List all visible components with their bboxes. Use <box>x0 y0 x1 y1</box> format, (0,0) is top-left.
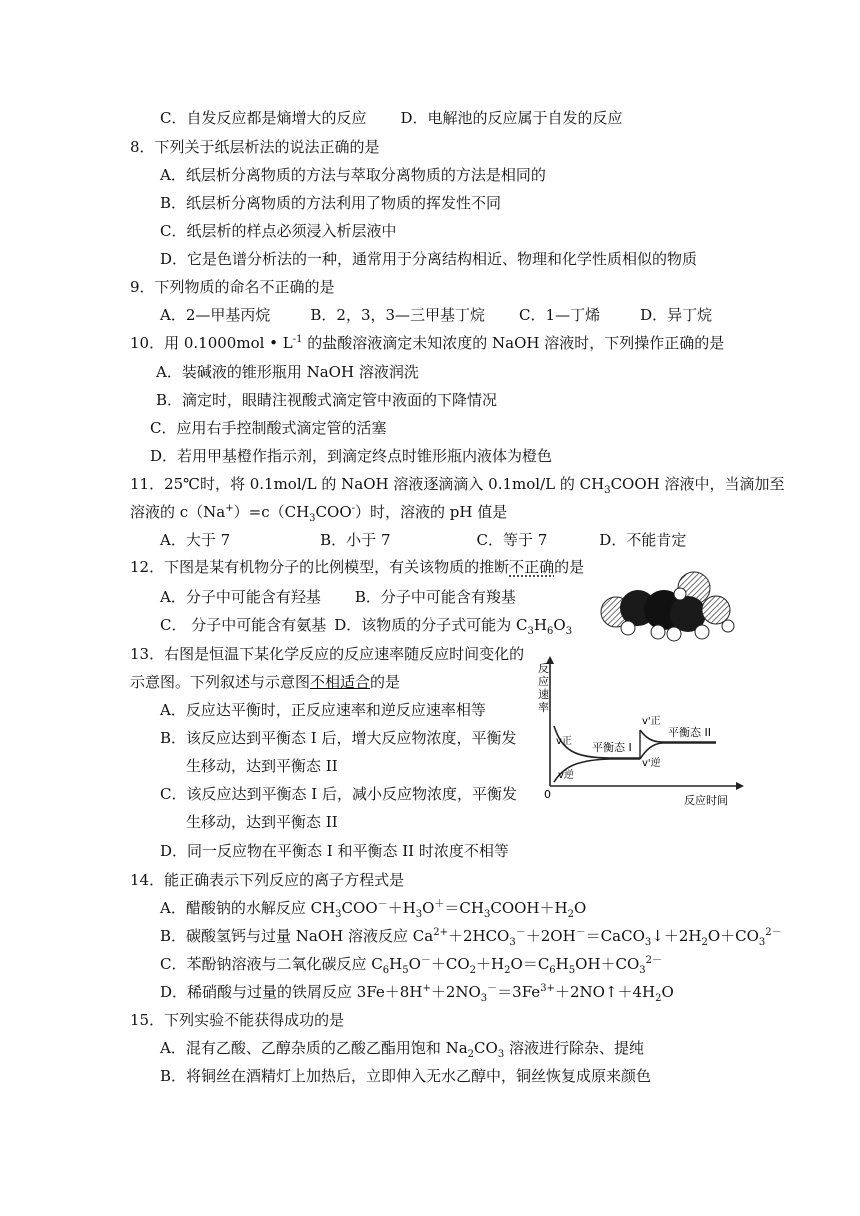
q13-option-c-cont: 生移动，达到平衡态 II <box>186 813 338 831</box>
y-axis-label-3: 速 <box>538 688 549 701</box>
v-forward-label: v正 <box>556 736 572 747</box>
y-axis-label-4: 率 <box>538 701 549 714</box>
q10-option-d: D．若用甲基橙作指示剂，到滴定终点时锥形瓶内液体为橙色 <box>150 447 553 465</box>
q14-option-d: D．稀硝酸与过量的铁屑反应 $3Fe+8H^++2NO_3^-=3Fe^{3+}+2NO↑+4H_2O$ <box>160 983 674 1004</box>
x-axis-arrow <box>736 782 744 790</box>
q10-option-b: B．滴定时，眼睛注视酸式滴定管中液面的下降情况 <box>156 391 498 409</box>
y-axis-label-2: 应 <box>538 675 549 688</box>
q13-stem: 13．右图是恒温下某化学反应的反应速率随反应时间变化的 <box>130 645 525 663</box>
q13-option-b-cont: 生移动，达到平衡态 II <box>186 757 338 775</box>
q12-stem: 12．下图是某有机物分子的比例模型，有关该物质的推断不正确的是 <box>130 558 585 576</box>
q12-options-ab: A．分子中可能含有羟基 B．分子中可能含有羧基 <box>160 588 516 606</box>
q12-options-cd: C． 分子中可能含有氨基 D．该物质的分子式可能为 $C_3H_6O_3$ <box>160 616 573 637</box>
q9-options: A．2—甲基丙烷 B．2，3，3—三甲基丁烷 C．1—丁烯 D．异丁烷 <box>160 306 713 324</box>
q14-option-a: A．醋酸钠的水解反应 $CH_3COO^-+H_3O^+=CH_3COOH+H_2O$ <box>160 899 587 920</box>
q13-option-b: B．该反应达到平衡态 I 后，增大反应物浓度，平衡发 <box>160 729 517 747</box>
q15-option-b: B．将铜丝在酒精灯上加热后，立即伸入无水乙醇中，铜丝恢复成原来颜色 <box>160 1067 652 1085</box>
q8-option-c: C．纸层析的样点必须浸入析层液中 <box>160 222 397 240</box>
v-forward-2-label: v'正 <box>642 716 661 727</box>
atom-o-right <box>702 596 730 624</box>
q15-option-a: A．混有乙酸、乙醇杂质的乙酸乙酯用饱和 $Na_2CO_3$ 溶液进行除杂、提纯 <box>160 1039 644 1060</box>
q14-option-c: C．苯酚钠溶液与二氧化碳反应 $C_6H_5O^-+CO_2+H_2O=C_6H_5OH+CO_3^{2-}$ <box>160 955 663 976</box>
atom-h1 <box>621 621 635 635</box>
q13-option-c: C．该反应达到平衡态 I 后，减小反应物浓度，平衡发 <box>160 785 517 803</box>
q9-stem: 9．下列物质的命名不正确的是 <box>130 278 335 296</box>
q13-option-a: A．反应达平衡时，正反应速率和逆反应速率相等 <box>160 701 486 719</box>
q8-option-d: D．它是色谱分析法的一种，通常用于分离结构相近、物理和化学性质相似的物质 <box>160 250 698 268</box>
v-reverse-2-label: v'逆 <box>642 758 661 769</box>
x-axis-label: 反应时间 <box>684 794 728 806</box>
q10-stem: 10．用 0.1000mol • $L^{-1}$ 的盐酸溶液滴定未知浓度的 NaOH 溶液时，下列操作正确的是 <box>130 334 725 352</box>
q14-stem: 14．能正确表示下列反应的离子方程式是 <box>130 871 405 889</box>
atom-h6 <box>674 588 686 600</box>
y-axis-label-1: 反 <box>538 662 549 675</box>
atom-h2 <box>651 625 665 639</box>
q14-option-b: B．碳酸氢钙与过量 NaOH 溶液反应 $Ca^{2+}+2HCO_3^-+2OH^-=CaCO_3↓+2H_2O+CO_3^{2-}$ <box>160 927 782 948</box>
q10-option-c: C．应用右手控制酸式滴定管的活塞 <box>150 419 387 437</box>
q11-stem-cont: 溶液的 $c(Na^+)=c(CH_3COO^-)$时，溶液的 pH 值是 <box>130 503 508 524</box>
q8-stem: 8．下列关于纸层析法的说法正确的是 <box>130 138 380 156</box>
origin-label: 0 <box>544 788 551 801</box>
q10-option-a: A．装碱液的锥形瓶用 NaOH 溶液润洗 <box>156 363 419 381</box>
q11-options: A．大于 7 B．小于 7 C．等于 7 D．不能肯定 <box>160 531 687 549</box>
v-reverse-label: v逆 <box>558 770 574 781</box>
atom-h4 <box>695 625 709 639</box>
state-1-label: 平衡态 I <box>592 741 632 754</box>
q8-option-a: A．纸层析分离物质的方法与萃取分离物质的方法是相同的 <box>160 166 546 184</box>
q8-option-b: B．纸层析分离物质的方法利用了物质的挥发性不同 <box>160 194 502 212</box>
q7-options-cd: C．自发反应都是熵增大的反应 D．电解池的反应属于自发的反应 <box>160 109 623 127</box>
q13-stem-cont: 示意图。下列叙述与示意图不相适合的是 <box>130 673 401 691</box>
atom-h5 <box>722 620 734 632</box>
molecule-ball-model-figure <box>598 566 736 646</box>
q15-stem: 15．下列实验不能获得成功的是 <box>130 1011 345 1029</box>
atom-h3 <box>667 627 681 641</box>
reverse-rate-curve-2 <box>640 743 716 759</box>
q13-option-d: D．同一反应物在平衡态 I 和平衡态 II 时浓度不相等 <box>160 842 509 860</box>
q11-stem: 11．25℃时，将 0.1mol/L 的 NaOH 溶液逐滴滴入 0.1mol/L 的 $CH_3COOH$ 溶液中，当滴加至 <box>130 475 785 496</box>
state-2-label: 平衡态 II <box>668 726 711 739</box>
rate-time-diagram <box>528 654 746 806</box>
